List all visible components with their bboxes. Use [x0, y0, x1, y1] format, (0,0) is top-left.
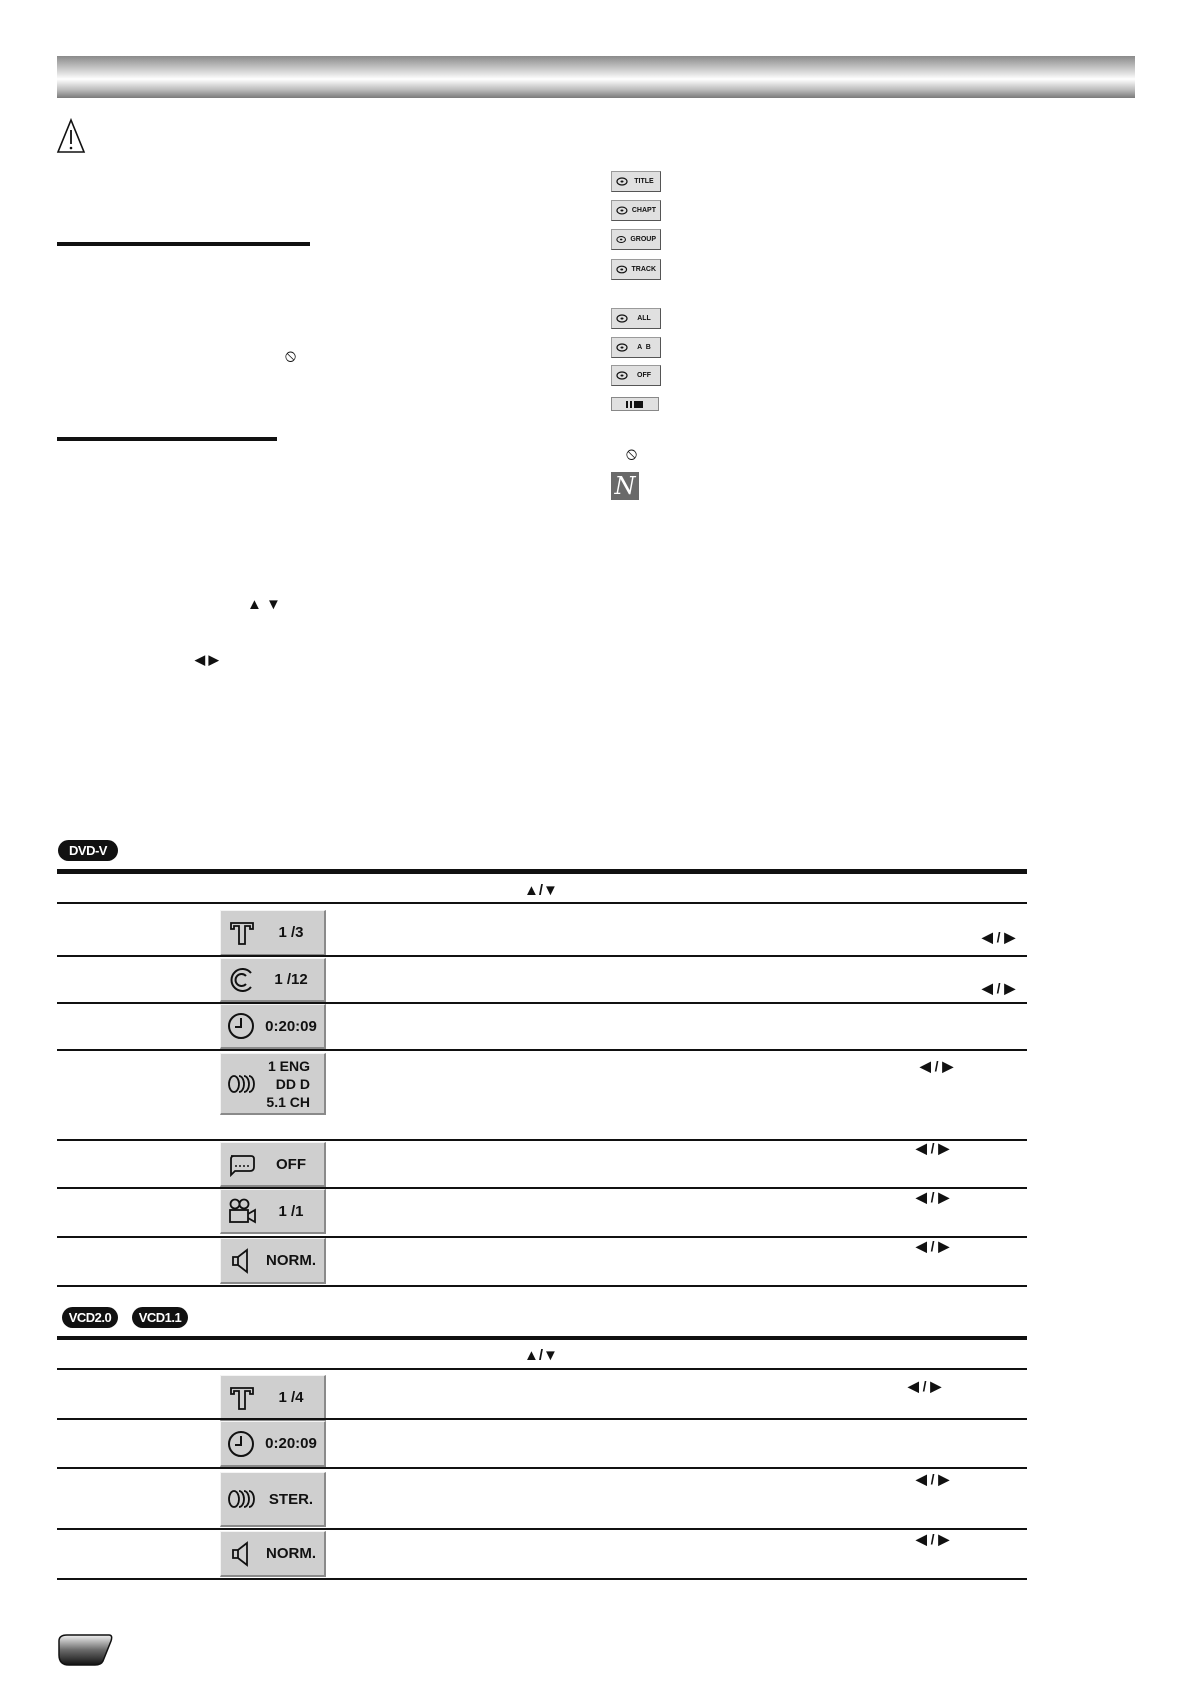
vcd-table-bottom-rule	[57, 1578, 1027, 1580]
chip-chapter	[611, 200, 661, 221]
camera-angle-icon	[226, 1196, 258, 1226]
dvd-header-arrows: ▲/▼	[524, 882, 558, 899]
chip-label: TITLE	[634, 178, 654, 185]
left-right-arrows-icon: ◀ ▶	[195, 652, 219, 667]
chip-off	[611, 365, 661, 386]
left-right-arrows: ◀ / ▶	[920, 1058, 954, 1074]
repeat-disc-icon	[616, 177, 628, 186]
dvd-row-divider	[57, 1049, 1027, 1051]
caution-icon	[56, 118, 86, 154]
osd-track-box	[220, 1375, 326, 1421]
osd-time-box	[220, 1004, 326, 1049]
repeat-disc-icon	[616, 371, 628, 380]
dvd-row-divider	[57, 902, 1027, 904]
osd-value: NORM.	[266, 1252, 316, 1269]
left-right-arrows: ◀ / ▶	[916, 1238, 950, 1254]
osd-chapter-box	[220, 958, 326, 1002]
speaker-icon	[226, 1539, 258, 1569]
section-rule-2	[57, 437, 277, 441]
left-right-arrows: ◀ / ▶	[916, 1471, 950, 1487]
title-icon	[226, 918, 258, 948]
osd-audio-box	[220, 1053, 326, 1115]
vcd20-badge: VCD2.0	[62, 1307, 118, 1328]
repeat-disc-icon	[616, 235, 626, 244]
n-logo-icon: N	[611, 472, 639, 500]
left-right-arrows: ◀ / ▶	[908, 1378, 942, 1394]
chip-label: TRACK	[631, 266, 656, 273]
osd-time-box	[220, 1421, 326, 1467]
dvd-row-divider	[57, 1002, 1027, 1004]
speaker-icon	[226, 1246, 258, 1276]
chip-a-b	[611, 337, 661, 358]
page-tab-icon	[57, 1633, 113, 1667]
chip-track	[611, 259, 661, 280]
audio-icon	[226, 1069, 258, 1099]
marker-segments-icon	[626, 401, 644, 408]
title-icon	[226, 1383, 258, 1413]
repeat-disc-icon	[616, 206, 628, 215]
section-rule-1	[57, 242, 310, 246]
up-down-arrows-icon: ▲ ▼	[247, 596, 281, 613]
left-right-arrows: ◀ / ▶	[916, 1531, 950, 1547]
chip-label: A B	[637, 344, 651, 351]
chip-label: OFF	[637, 372, 651, 379]
left-right-arrows: ◀ / ▶	[916, 1140, 950, 1156]
prohibit-icon: ⦸	[626, 444, 638, 463]
subtitle-icon	[226, 1149, 258, 1179]
left-right-arrows: ◀ / ▶	[982, 929, 1016, 945]
repeat-disc-icon	[616, 343, 628, 352]
osd-value: 1 /1	[278, 1202, 304, 1220]
osd-value: 0:20:09	[265, 1435, 317, 1452]
repeat-disc-icon	[616, 265, 628, 274]
vcd11-badge: VCD1.1	[132, 1307, 188, 1328]
dvd-row-divider	[57, 1139, 1027, 1141]
vcd-header-arrows: ▲/▼	[524, 1347, 558, 1364]
osd-subtitle-box	[220, 1142, 326, 1187]
osd-sound-box	[220, 1238, 326, 1284]
clock-icon	[226, 1429, 258, 1459]
dvd-table-top-rule	[57, 869, 1027, 874]
osd-audio-values	[258, 1057, 324, 1111]
repeat-disc-icon	[616, 314, 628, 323]
osd-value: 1 /12	[274, 971, 308, 988]
left-right-arrows: ◀ / ▶	[916, 1189, 950, 1205]
vcd-table-top-rule	[57, 1336, 1027, 1340]
chip-group	[611, 229, 661, 250]
chapter-icon	[226, 965, 258, 995]
vcd-row-divider	[57, 1418, 1027, 1420]
chip-label: GROUP	[630, 236, 656, 243]
dvd-row-divider	[57, 955, 1027, 957]
osd-value: STER.	[268, 1490, 314, 1508]
dvd-row-divider	[57, 1236, 1027, 1238]
osd-value: 1 /4	[278, 1389, 304, 1406]
osd-angle-box	[220, 1189, 326, 1234]
vcd-row-divider	[57, 1368, 1027, 1370]
osd-title-box	[220, 910, 326, 956]
clock-icon	[226, 1011, 258, 1041]
osd-audio-channels: 5.1 CH	[266, 1093, 310, 1110]
header-bar	[57, 56, 1135, 98]
osd-audio-format: DD D	[275, 1075, 310, 1092]
chip-label: CHAPT	[631, 207, 656, 214]
osd-value: OFF	[276, 1155, 306, 1173]
osd-value: NORM.	[266, 1545, 316, 1562]
dvd-table-bottom-rule	[57, 1285, 1027, 1287]
marker-bar-icon	[611, 397, 659, 411]
dvd-v-badge: DVD-V	[58, 840, 118, 861]
osd-value: 0:20:09	[265, 1017, 317, 1035]
audio-icon	[226, 1484, 258, 1514]
chip-label: ALL	[637, 315, 651, 322]
vcd-row-divider	[57, 1467, 1027, 1469]
osd-audio-language: 1 ENG	[267, 1057, 310, 1074]
vcd-row-divider	[57, 1528, 1027, 1530]
dvd-row-divider	[57, 1187, 1027, 1189]
osd-audio-box	[220, 1472, 326, 1527]
osd-sound-box	[220, 1531, 326, 1577]
osd-value: 1 /3	[278, 924, 304, 941]
prohibit-icon: ⦸	[285, 346, 297, 365]
chip-title	[611, 171, 661, 192]
left-right-arrows: ◀ / ▶	[982, 980, 1016, 996]
chip-all	[611, 308, 661, 329]
